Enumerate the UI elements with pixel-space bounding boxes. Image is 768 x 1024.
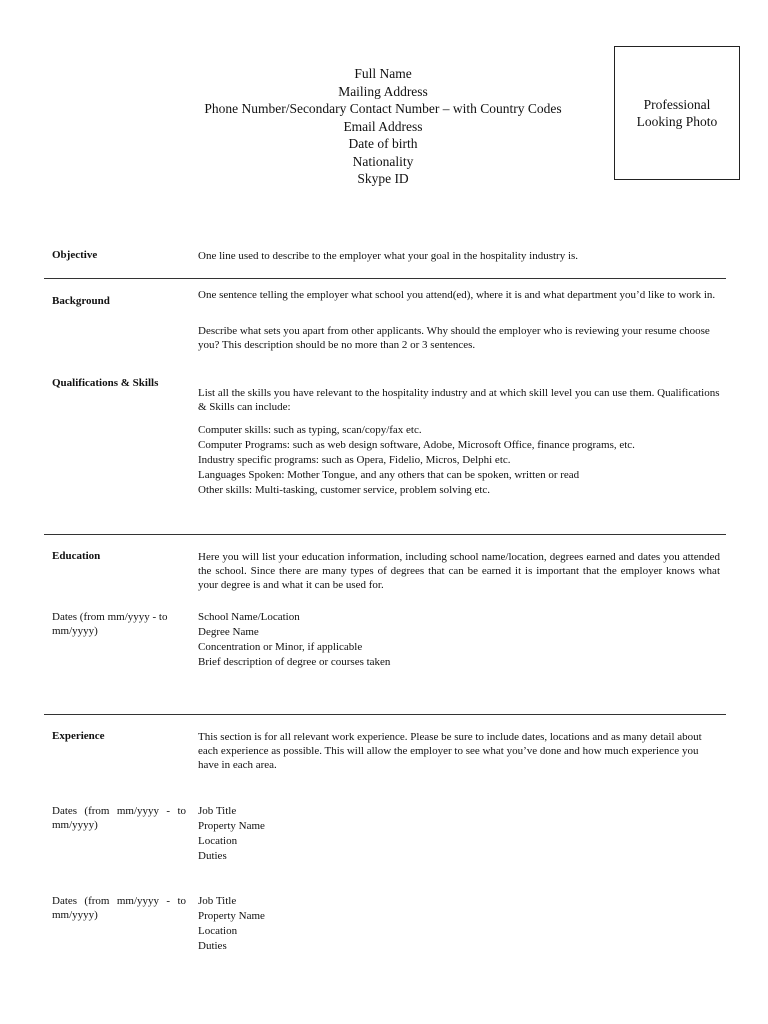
list-item: Duties xyxy=(198,940,227,952)
experience-content xyxy=(198,730,720,772)
qualifications-label: Qualifications & Skills xyxy=(52,377,159,389)
list-item: Job Title xyxy=(198,805,237,817)
list-item: School Name/Location xyxy=(198,611,300,623)
nationality: Nationality xyxy=(352,153,414,169)
qualifications-intro-text: List all the skills you have relevant to the hospitality industry and at which skill level you can use them. Qualifications & Skills can include: xyxy=(198,387,720,413)
phone-number: Phone Number/Secondary Contact Number – with Country Codes xyxy=(204,101,562,116)
objective-text xyxy=(198,249,720,263)
background-content-2 xyxy=(198,324,720,352)
list-item: Job Title xyxy=(198,895,237,907)
full-name: Full Name xyxy=(354,66,412,81)
background-label: Background xyxy=(52,295,110,307)
photo-label-line-1: Professional xyxy=(643,96,711,112)
education-description: Here you will list your education information, including school name/location, degrees earned and dates you attended the school. Since there are many types of degrees that can be earned it is important that the employer knows what your degree is and what it can be used for. xyxy=(198,551,720,591)
education-dates: Dates (from mm/yyyy - to mm/yyyy) xyxy=(52,611,168,637)
list-item: Other skills: Multi-tasking, customer service, problem solving etc. xyxy=(198,484,491,496)
list-item: Property Name xyxy=(198,820,265,832)
list-item: Concentration or Minor, if applicable xyxy=(198,641,363,653)
skype-id: Skype ID xyxy=(357,171,409,186)
qualifications-intro xyxy=(198,386,720,414)
experience-entry-1 xyxy=(198,804,720,863)
list-item: Languages Spoken: Mother Tongue, and any others that can be spoken, written or read xyxy=(198,469,580,481)
list-item: Location xyxy=(198,835,238,847)
section-divider xyxy=(44,534,726,535)
background-paragraph-2: Describe what sets you apart from other applicants. Why should the employer who is reviewing your resume choose you? This description should be no more than 2 or 3 sentences. xyxy=(198,325,710,351)
experience-label: Experience xyxy=(52,730,105,742)
background-paragraph-1: One sentence telling the employer what school you attend(ed), where it is and what department you’d like to work in. xyxy=(198,289,716,301)
experience-description: This section is for all relevant work experience. Please be sure to include dates, locations and as many detail about each experience as possible. This will allow the employer to see what you’ve done and how much experience you have in each area. xyxy=(198,731,702,771)
list-item: Computer Programs: such as web design software, Adobe, Microsoft Office, finance programs, etc. xyxy=(198,439,635,451)
list-item: Duties xyxy=(198,850,227,862)
experience-dates: Dates (from mm/yyyy - to mm/yyyy) xyxy=(52,895,186,921)
list-item: Location xyxy=(198,925,238,937)
mailing-address: Mailing Address xyxy=(338,83,428,99)
education-label: Education xyxy=(52,550,101,562)
experience-entry-2 xyxy=(198,894,720,953)
contact-header xyxy=(183,65,583,188)
objective-label: Objective xyxy=(52,249,98,261)
section-divider xyxy=(44,278,726,279)
email-address: Email Address xyxy=(343,118,423,134)
education-content xyxy=(198,550,720,592)
qualifications-list xyxy=(198,423,720,497)
objective-description: One line used to describe to the employer what your goal in the hospitality industry is. xyxy=(198,250,579,262)
background-content xyxy=(198,288,720,302)
list-item: Computer skills: such as typing, scan/copy/fax etc. xyxy=(198,424,422,436)
section-divider xyxy=(44,714,726,715)
photo-placeholder xyxy=(614,46,740,180)
list-item: Industry specific programs: such as Opera, Fidelio, Micros, Delphi etc. xyxy=(198,454,511,466)
list-item: Degree Name xyxy=(198,626,259,638)
photo-label-line-2: Looking Photo xyxy=(636,114,718,129)
list-item: Property Name xyxy=(198,910,265,922)
date-of-birth: Date of birth xyxy=(348,136,418,151)
list-item: Brief description of degree or courses taken xyxy=(198,656,391,668)
education-list xyxy=(198,610,720,669)
experience-dates: Dates (from mm/yyyy - to mm/yyyy) xyxy=(52,805,186,831)
